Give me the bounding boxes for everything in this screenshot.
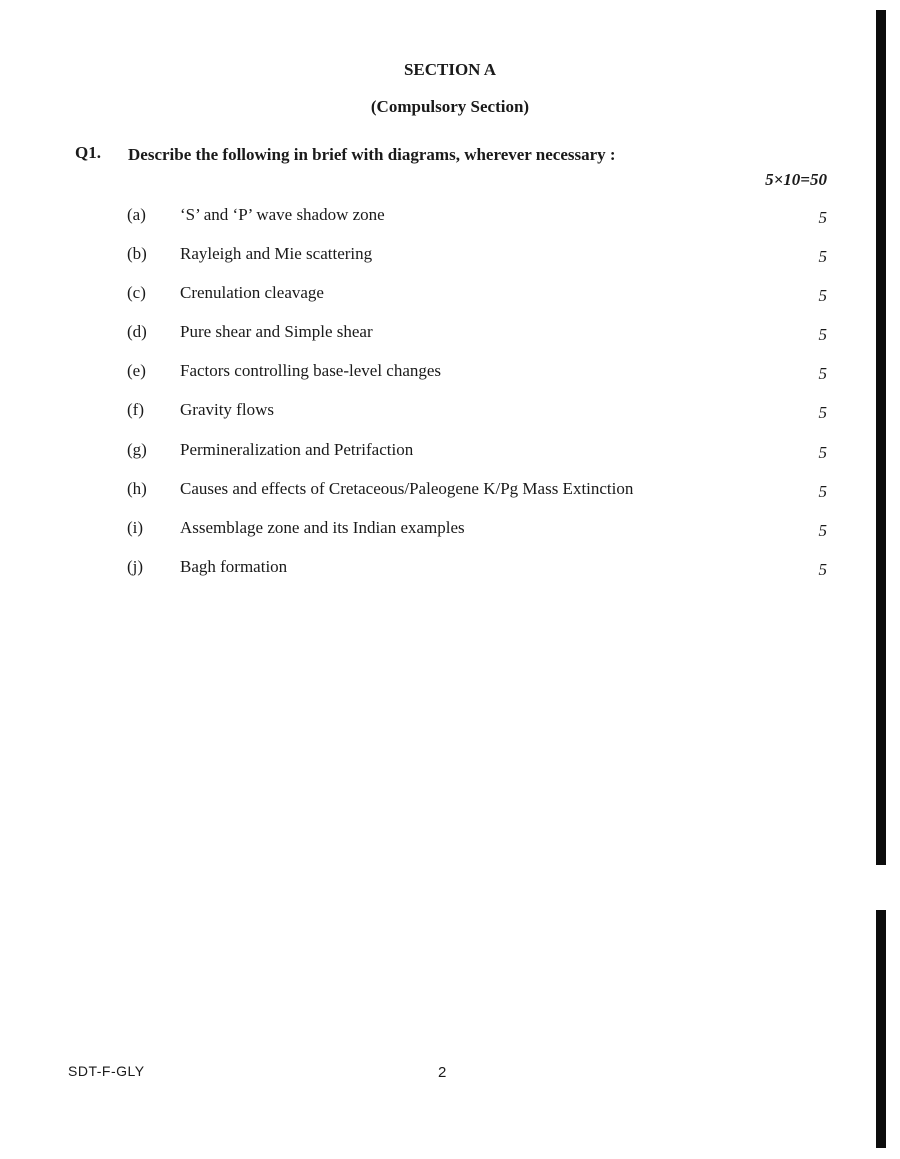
list-item [127, 479, 827, 518]
list-item [127, 322, 827, 361]
list-item [127, 244, 827, 283]
section-title: SECTION A [403, 60, 497, 79]
paper-code: SDT-F-GLY [68, 1063, 145, 1079]
part-marks: 5 [818, 247, 827, 267]
part-label: (g) [127, 439, 147, 459]
part-text: Factors controlling base-level changes [180, 361, 442, 381]
list-item [127, 205, 827, 244]
part-marks: 5 [818, 559, 827, 579]
part-marks: 5 [818, 286, 827, 306]
part-text: Gravity flows [180, 400, 274, 420]
part-marks: 5 [818, 403, 827, 423]
list-item [127, 400, 827, 439]
section-subtitle: (Compulsory Section) [370, 97, 530, 116]
list-item [127, 518, 827, 557]
part-label: (e) [127, 361, 146, 381]
page-number: 2 [438, 1064, 447, 1081]
part-text: Permineralization and Petrifaction [180, 439, 414, 459]
question-text: Describe the following in brief with diagrams, wherever necessary : [128, 145, 616, 164]
part-text: Pure shear and Simple shear [180, 322, 373, 342]
part-text: Assemblage zone and its Indian examples [180, 517, 465, 537]
part-text: Crenulation cleavage [180, 283, 324, 303]
list-item [127, 361, 827, 400]
scan-edge-top [876, 10, 886, 865]
part-label: (c) [127, 283, 146, 303]
question-marks: 5×10=50 [765, 170, 827, 189]
part-marks: 5 [818, 481, 827, 501]
part-label: (a) [127, 205, 146, 224]
part-marks: 5 [818, 364, 827, 384]
part-marks: 5 [818, 442, 827, 462]
part-text: ‘S’ and ‘P’ wave shadow zone [180, 205, 385, 224]
part-marks: 5 [818, 208, 827, 227]
list-item [127, 557, 827, 596]
question-parts-list [127, 205, 827, 596]
list-item [127, 440, 827, 479]
question-number: Q1. [75, 143, 101, 162]
part-marks: 5 [818, 520, 827, 540]
part-text: Causes and effects of Cretaceous/Paleogene K/Pg Mass Extinction [180, 478, 634, 498]
part-label: (i) [127, 517, 144, 537]
part-label: (f) [127, 400, 144, 420]
part-label: (d) [127, 322, 147, 342]
list-item [127, 283, 827, 322]
part-text: Bagh formation [180, 556, 288, 576]
part-label: (j) [127, 556, 144, 576]
part-marks: 5 [818, 325, 827, 345]
scan-edge-bottom [876, 910, 886, 1148]
part-text: Rayleigh and Mie scattering [180, 244, 373, 264]
part-label: (b) [127, 244, 147, 264]
part-label: (h) [127, 478, 147, 498]
